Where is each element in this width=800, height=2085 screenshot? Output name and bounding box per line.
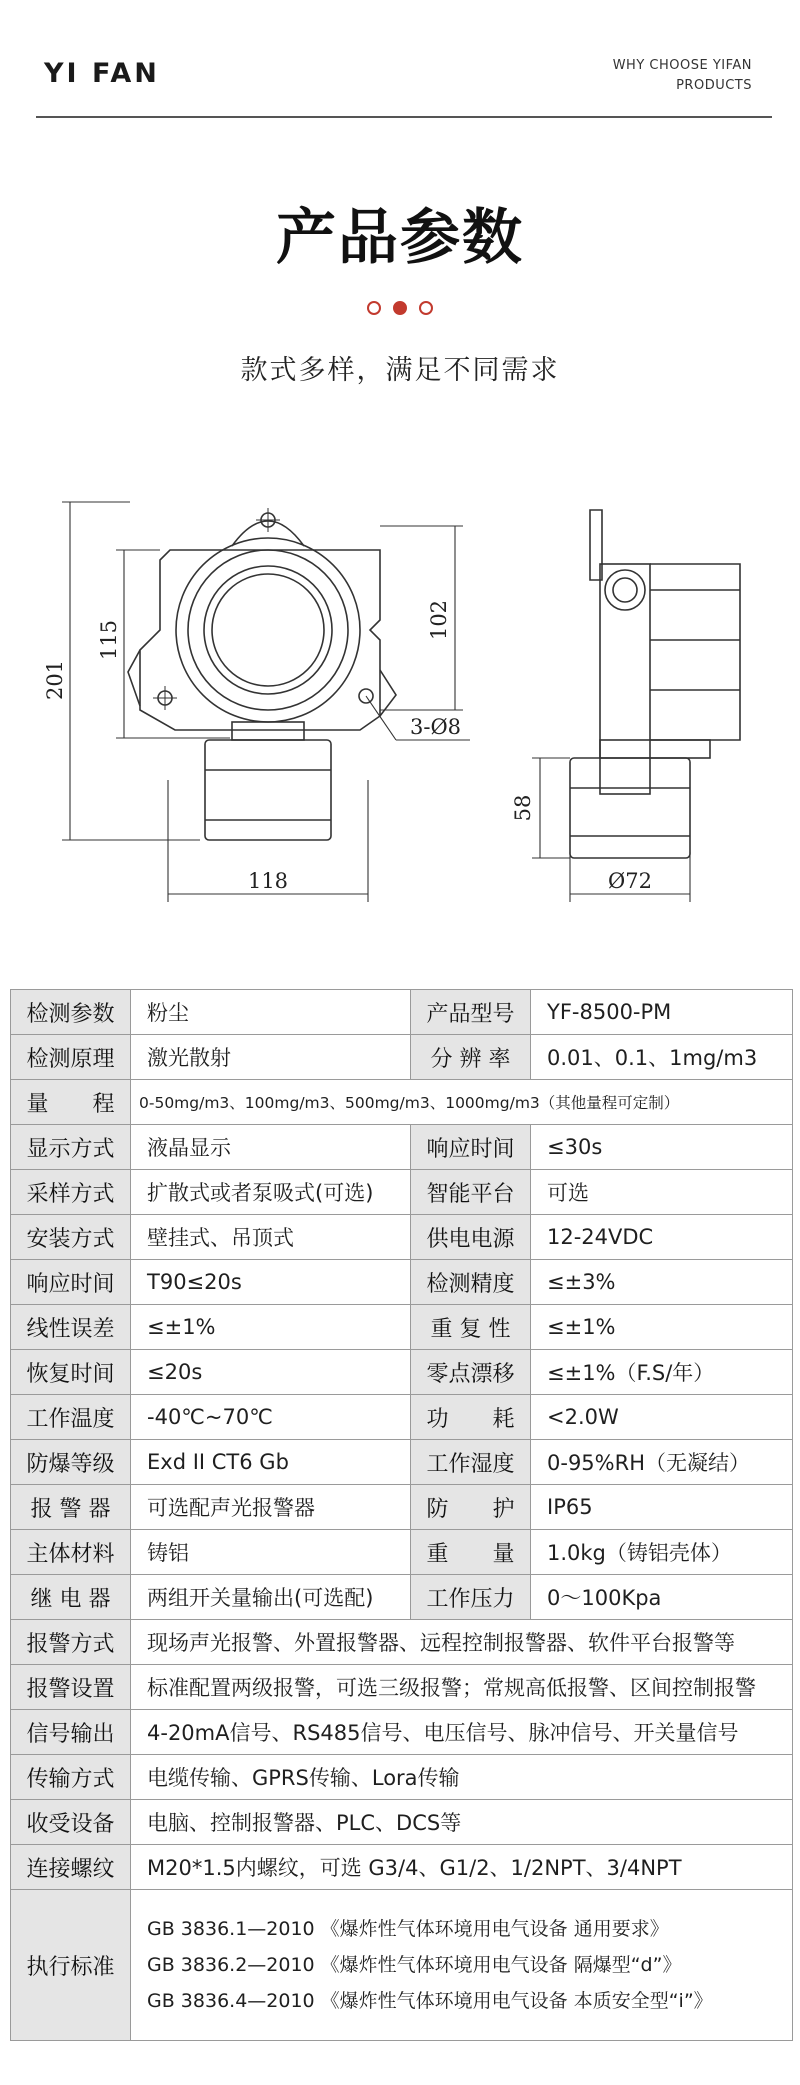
spec-row-standard: [11, 1890, 793, 2041]
standards-list: [131, 1890, 793, 2041]
dot-filled-center: [393, 301, 407, 315]
standard-line: GB 3836.4—2010 《爆炸性气体环境用电气设备 本质安全型“i”》: [147, 1990, 713, 2012]
spec-label: 线性误差: [11, 1305, 131, 1350]
spec-value: 可选配声光报警器: [131, 1485, 411, 1530]
spec-label: 零点漂移: [411, 1350, 531, 1395]
section-title: 产品参数: [276, 203, 524, 273]
spec-value: M20*1.5内螺纹，可选 G3/4、G1/2、1/2NPT、3/4NPT: [131, 1845, 793, 1890]
spec-value: 可选: [531, 1170, 793, 1215]
spec-label: 显示方式: [11, 1125, 131, 1170]
standard-line: GB 3836.1—2010 《爆炸性气体环境用电气设备 通用要求》: [147, 1918, 669, 1940]
spec-value: YF-8500-PM: [531, 990, 793, 1035]
spec-row: [11, 1440, 793, 1485]
spec-label: 产品型号: [411, 990, 531, 1035]
dim-sensor-diameter: Ø72: [608, 869, 652, 893]
spec-value: 12-24VDC: [531, 1215, 793, 1260]
dim-sensor-height: 58: [511, 794, 535, 822]
spec-value: 电缆传输、GPRS传输、Lora传输: [131, 1755, 793, 1800]
product-dimension-drawing: [0, 480, 800, 940]
spec-row: [11, 1755, 793, 1800]
spec-label: 防 护: [411, 1485, 531, 1530]
spec-row: [11, 1665, 793, 1710]
spec-label: 工作温度: [11, 1395, 131, 1440]
spec-row: [11, 1800, 793, 1845]
why-choose-tagline: [613, 56, 752, 96]
why-line-2: PRODUCTS: [676, 78, 752, 93]
spec-table: [10, 989, 793, 2041]
spec-value: Exd II CT6 Gb: [131, 1440, 411, 1485]
spec-label: 供电电源: [411, 1215, 531, 1260]
spec-label: 传输方式: [11, 1755, 131, 1800]
dim-mount-height: 102: [427, 599, 451, 641]
spec-label: 检测原理: [11, 1035, 131, 1080]
spec-row: [11, 1125, 793, 1170]
spec-row: [11, 1710, 793, 1755]
dot-outline-left: [367, 301, 381, 315]
spec-label: 智能平台: [411, 1170, 531, 1215]
spec-value: ≤30s: [531, 1125, 793, 1170]
spec-row: [11, 1305, 793, 1350]
spec-value: 0-50mg/m3、100mg/m3、500mg/m3、1000mg/m3（其他量程可定制）: [131, 1080, 793, 1125]
spec-value: <2.0W: [531, 1395, 793, 1440]
dim-width: 118: [247, 869, 289, 893]
dot-outline-right: [419, 301, 433, 315]
front-sensor-body: [205, 740, 331, 840]
spec-value: ≤±1%（F.S/年）: [531, 1350, 793, 1395]
spec-value: ≤20s: [131, 1350, 411, 1395]
spec-label: 检测参数: [11, 990, 131, 1035]
spec-label: 响应时间: [411, 1125, 531, 1170]
spec-row: [11, 1620, 793, 1665]
spec-label: 信号输出: [11, 1710, 131, 1755]
spec-label: 报警设置: [11, 1665, 131, 1710]
spec-label: 工作压力: [411, 1575, 531, 1620]
spec-value: 0～100Kpa: [531, 1575, 793, 1620]
spec-value: 铸铝: [131, 1530, 411, 1575]
inner-ring: [204, 566, 332, 694]
spec-value: 0.01、0.1、1mg/m3: [531, 1035, 793, 1080]
why-line-1: WHY CHOOSE YIFAN: [612, 58, 752, 73]
section-subtitle: 款式多样，满足不同需求: [240, 355, 560, 386]
spec-label: 重 复 性: [411, 1305, 531, 1350]
spec-value: 标准配置两级报警，可选三级报警；常规高低报警、区间控制报警: [131, 1665, 793, 1710]
spec-label: 响应时间: [11, 1260, 131, 1305]
spec-label: 采样方式: [11, 1170, 131, 1215]
spec-label: 恢复时间: [11, 1350, 131, 1395]
spec-label: 分 辨 率: [411, 1035, 531, 1080]
spec-value: 0-95%RH（无凝结）: [531, 1440, 793, 1485]
title-decoration-dots: [0, 297, 800, 311]
standard-line: GB 3836.2—2010 《爆炸性气体环境用电气设备 隔爆型“d”》: [147, 1954, 682, 1976]
dim-total-height: 201: [43, 659, 67, 701]
spec-label: 安装方式: [11, 1215, 131, 1260]
spec-value: 电脑、控制报警器、PLC、DCS等: [131, 1800, 793, 1845]
spec-row: [11, 1260, 793, 1305]
spec-label: 收受设备: [11, 1800, 131, 1845]
spec-label: 连接螺纹: [11, 1845, 131, 1890]
spec-value: 1.0kg（铸铝壳体）: [531, 1530, 793, 1575]
spec-label: 量 程: [11, 1080, 131, 1125]
spec-row: [11, 1170, 793, 1215]
spec-value: 粉尘: [131, 990, 411, 1035]
spec-label: 检测精度: [411, 1260, 531, 1305]
spec-row: [11, 1845, 793, 1890]
dim-body-height: 115: [97, 619, 121, 661]
spec-label: 重 量: [411, 1530, 531, 1575]
spec-row: [11, 990, 793, 1035]
spec-row: [11, 1530, 793, 1575]
spec-value: ≤±1%: [131, 1305, 411, 1350]
brand-logo: YI FAN: [44, 58, 160, 89]
spec-value: 液晶显示: [131, 1125, 411, 1170]
spec-label: 功 耗: [411, 1395, 531, 1440]
spec-value: 两组开关量输出(可选配): [131, 1575, 411, 1620]
spec-label: 继 电 器: [11, 1575, 131, 1620]
spec-value: 扩散式或者泵吸式(可选): [131, 1170, 411, 1215]
header-divider: [36, 116, 772, 118]
spec-value: 4-20mA信号、RS485信号、电压信号、脉冲信号、开关量信号: [131, 1710, 793, 1755]
spec-row: [11, 1035, 793, 1080]
spec-value: T90≤20s: [131, 1260, 411, 1305]
spec-label: 报警方式: [11, 1620, 131, 1665]
spec-label: 主体材料: [11, 1530, 131, 1575]
spec-value: ≤±1%: [531, 1305, 793, 1350]
spec-row: [11, 1215, 793, 1260]
spec-value: IP65: [531, 1485, 793, 1530]
spec-label: 工作湿度: [411, 1440, 531, 1485]
dim-holes: 3-Ø8: [410, 715, 462, 739]
spec-value: ≤±3%: [531, 1260, 793, 1305]
side-sensor-body: [570, 758, 690, 858]
spec-label: 报 警 器: [11, 1485, 131, 1530]
spec-row: [11, 1395, 793, 1440]
spec-label: 防爆等级: [11, 1440, 131, 1485]
spec-row: [11, 1575, 793, 1620]
spec-value: 壁挂式、吊顶式: [131, 1215, 411, 1260]
spec-value: 激光散射: [131, 1035, 411, 1080]
spec-value: 现场声光报警、外置报警器、远程控制报警器、软件平台报警等: [131, 1620, 793, 1665]
spec-row: [11, 1350, 793, 1395]
spec-label: 执行标准: [11, 1890, 131, 2041]
spec-value: -40℃~70℃: [131, 1395, 411, 1440]
spec-row: [11, 1485, 793, 1530]
spec-row: [11, 1080, 793, 1125]
